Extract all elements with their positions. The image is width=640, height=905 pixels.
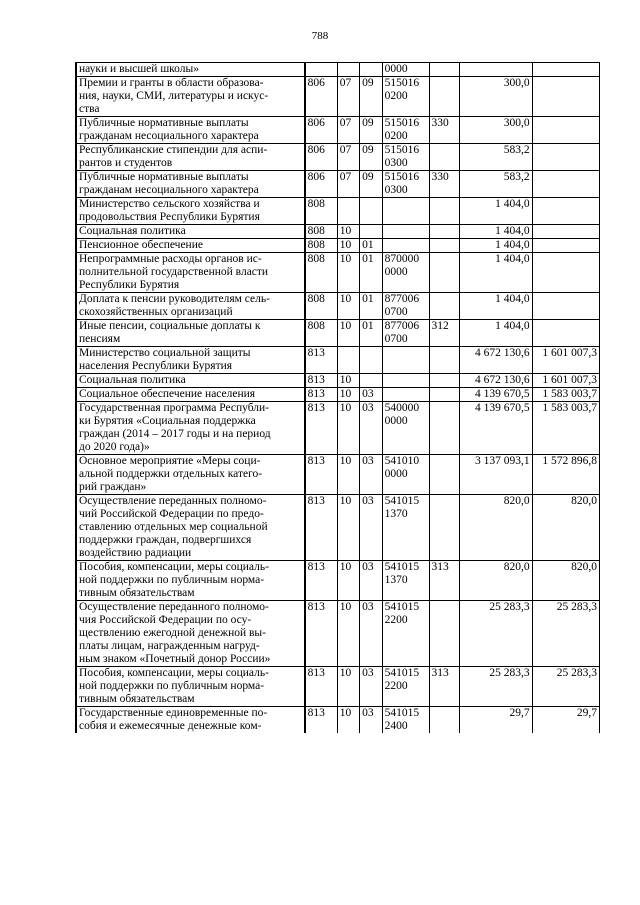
target-article-code: 0000 [382, 63, 429, 77]
table-row [76, 601, 600, 667]
ministry-code: 808 [305, 239, 338, 253]
target-article-code: 540000 0000 [382, 402, 429, 455]
subsection-code: 01 [360, 253, 382, 293]
expense-type-code: 313 [429, 667, 460, 707]
target-article-code: 515016 0200 [382, 117, 429, 144]
expense-type-code [429, 495, 460, 561]
row-description: Социальное обеспечение населения [76, 388, 305, 402]
expense-type-code [429, 347, 460, 374]
subsection-code: 03 [360, 707, 382, 734]
row-description: Министерство сельского хозяйства и продовольствия Республики Бурятия [76, 198, 305, 225]
expense-type-code [429, 77, 460, 117]
table-row [76, 144, 600, 171]
table-row [76, 374, 600, 388]
target-article-code: 877006 0700 [382, 293, 429, 320]
amount-federal [532, 77, 599, 117]
row-description: Непрограммные расходы органов ис- полнительной государственной власти Республики Бурятия [76, 253, 305, 293]
target-article-code: 541015 2200 [382, 667, 429, 707]
subsection-code [360, 225, 382, 239]
table-row [76, 225, 600, 239]
amount-federal: 1 601 007,3 [532, 347, 599, 374]
amount-federal [532, 117, 599, 144]
ministry-code: 808 [305, 293, 338, 320]
section-code: 10 [337, 253, 359, 293]
ministry-code: 813 [305, 707, 338, 734]
expense-type-code: 312 [429, 320, 460, 347]
target-article-code [382, 198, 429, 225]
section-code: 10 [337, 402, 359, 455]
section-code: 07 [337, 144, 359, 171]
row-description: Социальная политика [76, 374, 305, 388]
budget-table [75, 62, 600, 733]
amount-federal: 25 283,3 [532, 667, 599, 707]
amount-federal [532, 171, 599, 198]
amount-total: 1 404,0 [460, 320, 532, 347]
amount-total: 300,0 [460, 117, 532, 144]
table-row [76, 388, 600, 402]
section-code: 10 [337, 561, 359, 601]
subsection-code: 03 [360, 388, 382, 402]
ministry-code: 806 [305, 171, 338, 198]
target-article-code: 515016 0200 [382, 77, 429, 117]
row-description: Осуществление переданных полномо- чий Российской Федерации по предо- ставлению отдельных мер социальной поддержки граждан, подвергшихся воздействию радиации [76, 495, 305, 561]
subsection-code: 09 [360, 171, 382, 198]
table-row [76, 293, 600, 320]
section-code: 10 [337, 495, 359, 561]
row-description: науки и высшей школы» [76, 63, 305, 77]
expense-type-code [429, 707, 460, 734]
target-article-code [382, 388, 429, 402]
target-article-code: 541015 2400 [382, 707, 429, 734]
section-code: 10 [337, 293, 359, 320]
target-article-code [382, 374, 429, 388]
subsection-code: 03 [360, 455, 382, 495]
row-description: Иные пенсии, социальные доплаты к пенсиям [76, 320, 305, 347]
expense-type-code: 313 [429, 561, 460, 601]
section-code [337, 347, 359, 374]
ministry-code: 813 [305, 388, 338, 402]
target-article-code: 515016 0300 [382, 171, 429, 198]
section-code: 07 [337, 117, 359, 144]
ministry-code: 813 [305, 347, 338, 374]
amount-total: 29,7 [460, 707, 532, 734]
subsection-code: 09 [360, 117, 382, 144]
target-article-code: 541015 2200 [382, 601, 429, 667]
ministry-code: 806 [305, 77, 338, 117]
amount-federal: 820,0 [532, 495, 599, 561]
amount-total: 4 672 130,6 [460, 374, 532, 388]
amount-federal [532, 253, 599, 293]
ministry-code: 806 [305, 117, 338, 144]
section-code: 07 [337, 77, 359, 117]
subsection-code [360, 63, 382, 77]
ministry-code: 813 [305, 667, 338, 707]
expense-type-code [429, 63, 460, 77]
row-description: Пособия, компенсации, меры социаль- ной поддержки по публичным норма- тивным обязательствам [76, 561, 305, 601]
expense-type-code [429, 144, 460, 171]
subsection-code: 03 [360, 601, 382, 667]
table-row [76, 495, 600, 561]
amount-total: 300,0 [460, 77, 532, 117]
amount-federal: 1 601 007,3 [532, 374, 599, 388]
ministry-code: 813 [305, 402, 338, 455]
subsection-code: 03 [360, 402, 382, 455]
amount-federal [532, 144, 599, 171]
row-description: Социальная политика [76, 225, 305, 239]
amount-total: 1 404,0 [460, 239, 532, 253]
target-article-code: 515016 0300 [382, 144, 429, 171]
section-code [337, 198, 359, 225]
table-row [76, 253, 600, 293]
ministry-code: 808 [305, 320, 338, 347]
expense-type-code [429, 601, 460, 667]
amount-total: 25 283,3 [460, 601, 532, 667]
subsection-code: 03 [360, 495, 382, 561]
table-row [76, 239, 600, 253]
expense-type-code [429, 388, 460, 402]
target-article-code [382, 239, 429, 253]
amount-federal: 1 583 003,7 [532, 388, 599, 402]
expense-type-code [429, 198, 460, 225]
amount-total: 25 283,3 [460, 667, 532, 707]
table-row [76, 455, 600, 495]
section-code: 10 [337, 455, 359, 495]
amount-total: 583,2 [460, 171, 532, 198]
amount-total: 820,0 [460, 561, 532, 601]
amount-federal [532, 225, 599, 239]
table-row [76, 171, 600, 198]
subsection-code [360, 347, 382, 374]
table-row [76, 707, 600, 734]
ministry-code: 808 [305, 225, 338, 239]
section-code: 10 [337, 374, 359, 388]
row-description: Пенсионное обеспечение [76, 239, 305, 253]
row-description: Премии и гранты в области образова- ния, науки, СМИ, литературы и искус- ства [76, 77, 305, 117]
table-row [76, 347, 600, 374]
section-code: 10 [337, 707, 359, 734]
amount-total: 820,0 [460, 495, 532, 561]
target-article-code: 541010 0000 [382, 455, 429, 495]
amount-total: 3 137 093,1 [460, 455, 532, 495]
section-code: 10 [337, 239, 359, 253]
row-description: Государственные единовременные по- собия и ежемесячные денежные ком- [76, 707, 305, 734]
amount-total: 4 139 670,5 [460, 402, 532, 455]
amount-federal [532, 320, 599, 347]
target-article-code: 541015 1370 [382, 495, 429, 561]
row-description: Публичные нормативные выплаты гражданам несоциального характера [76, 117, 305, 144]
amount-federal: 25 283,3 [532, 601, 599, 667]
subsection-code: 01 [360, 293, 382, 320]
table-body [76, 63, 600, 734]
subsection-code: 09 [360, 77, 382, 117]
subsection-code: 01 [360, 239, 382, 253]
expense-type-code: 330 [429, 117, 460, 144]
section-code: 10 [337, 320, 359, 347]
ministry-code: 813 [305, 455, 338, 495]
expense-type-code [429, 225, 460, 239]
row-description: Государственная программа Республи- ки Бурятия «Социальная поддержка граждан (2014 – 2017 годы и на период до 2020 года)» [76, 402, 305, 455]
subsection-code: 01 [360, 320, 382, 347]
amount-total: 1 404,0 [460, 198, 532, 225]
amount-total: 4 672 130,6 [460, 347, 532, 374]
target-article-code: 541015 1370 [382, 561, 429, 601]
amount-federal [532, 293, 599, 320]
subsection-code: 03 [360, 667, 382, 707]
amount-federal [532, 239, 599, 253]
amount-federal [532, 63, 599, 77]
ministry-code: 813 [305, 374, 338, 388]
section-code: 07 [337, 171, 359, 198]
table-row [76, 667, 600, 707]
expense-type-code: 330 [429, 171, 460, 198]
amount-federal: 29,7 [532, 707, 599, 734]
ministry-code: 808 [305, 198, 338, 225]
page-number: 788 [311, 30, 329, 42]
amount-total: 1 404,0 [460, 253, 532, 293]
amount-total: 1 404,0 [460, 225, 532, 239]
ministry-code: 813 [305, 601, 338, 667]
amount-total: 583,2 [460, 144, 532, 171]
target-article-code [382, 347, 429, 374]
subsection-code [360, 198, 382, 225]
section-code: 10 [337, 601, 359, 667]
section-code: 10 [337, 667, 359, 707]
amount-federal: 820,0 [532, 561, 599, 601]
row-description: Публичные нормативные выплаты гражданам несоциального характера [76, 171, 305, 198]
target-article-code: 877006 0700 [382, 320, 429, 347]
table-row [76, 117, 600, 144]
amount-federal: 1 572 896,8 [532, 455, 599, 495]
amount-total [460, 63, 532, 77]
amount-total: 1 404,0 [460, 293, 532, 320]
ministry-code [305, 63, 338, 77]
expense-type-code [429, 455, 460, 495]
row-description: Доплата к пенсии руководителям сель- скохозяйственных организаций [76, 293, 305, 320]
ministry-code: 813 [305, 495, 338, 561]
row-description: Основное мероприятие «Меры соци- альной поддержки отдельных катего- рий граждан» [76, 455, 305, 495]
ministry-code: 806 [305, 144, 338, 171]
ministry-code: 808 [305, 253, 338, 293]
table-row [76, 320, 600, 347]
table-row [76, 198, 600, 225]
section-code: 10 [337, 225, 359, 239]
subsection-code: 03 [360, 561, 382, 601]
expense-type-code [429, 374, 460, 388]
amount-federal [532, 198, 599, 225]
row-description: Министерство социальной защиты населения Республики Бурятия [76, 347, 305, 374]
amount-total: 4 139 670,5 [460, 388, 532, 402]
section-code: 10 [337, 388, 359, 402]
row-description: Пособия, компенсации, меры социаль- ной поддержки по публичным норма- тивным обязательствам [76, 667, 305, 707]
target-article-code: 870000 0000 [382, 253, 429, 293]
expense-type-code [429, 253, 460, 293]
subsection-code: 09 [360, 144, 382, 171]
subsection-code [360, 374, 382, 388]
table-row [76, 77, 600, 117]
amount-federal: 1 583 003,7 [532, 402, 599, 455]
expense-type-code [429, 402, 460, 455]
ministry-code: 813 [305, 561, 338, 601]
target-article-code [382, 225, 429, 239]
section-code [337, 63, 359, 77]
expense-type-code [429, 239, 460, 253]
expense-type-code [429, 293, 460, 320]
table-row [76, 63, 600, 77]
row-description: Осуществление переданного полномо- чия Российской Федерации по осу- ществлению ежегодной денежной вы- платы лицам, награжденным нагруд- ным знаком «Почетный донор России» [76, 601, 305, 667]
table-row [76, 402, 600, 455]
table-row [76, 561, 600, 601]
row-description: Республиканские стипендии для аспи- рантов и студентов [76, 144, 305, 171]
